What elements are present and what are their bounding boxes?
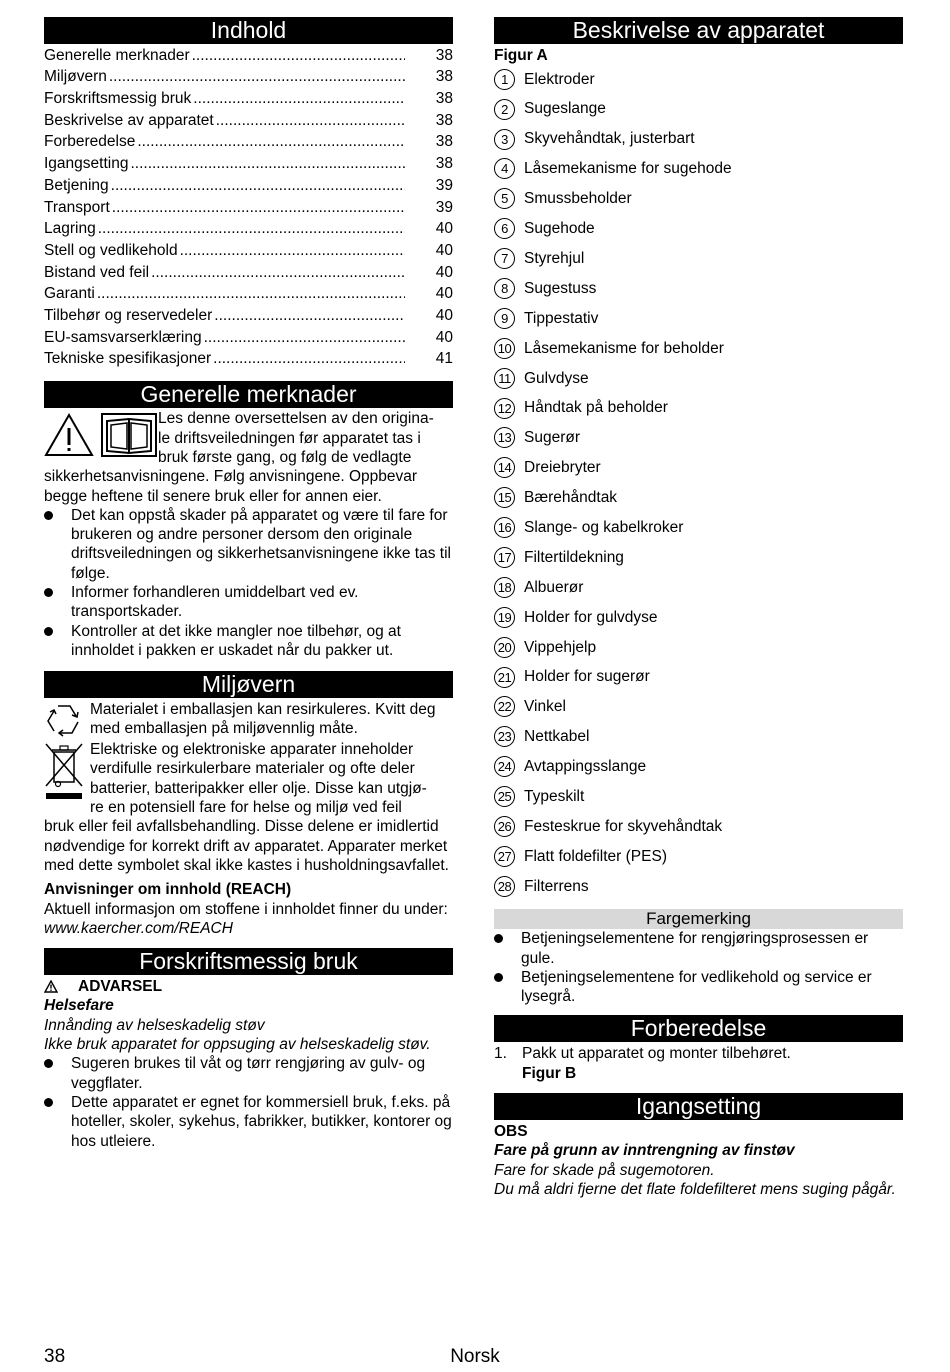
reach-text: Aktuell informasjon om stoffene i innholdet finner du under:: [44, 900, 448, 918]
component-item: [494, 154, 903, 184]
circled-number: 1: [494, 69, 515, 90]
component-label: Tippestativ: [524, 309, 599, 327]
toc-item-label: Forberedelse: [44, 133, 136, 151]
circled-number: 11: [494, 368, 515, 389]
circled-number: 2: [494, 99, 515, 120]
component-label: Vinkel: [524, 698, 566, 716]
component-item: [494, 841, 903, 871]
warning-label-row: [44, 977, 453, 996]
toc-item-page: 40: [435, 306, 453, 324]
toc-item-label: Generelle merknader: [44, 46, 190, 64]
circled-number: 8: [494, 278, 515, 299]
toc-list: [44, 43, 453, 368]
intended-use-section: [44, 977, 453, 1151]
description-heading: Beskrivelse av apparatet: [494, 17, 903, 44]
preparation-step: [494, 1044, 903, 1083]
toc-item[interactable]: [44, 325, 453, 347]
warning-label: ADVARSEL: [78, 978, 163, 996]
toc-item-page: 38: [435, 111, 453, 129]
component-list: [494, 64, 903, 901]
component-item: [494, 124, 903, 154]
general-bullet: Kontroller at det ikke mangler noe tilbehør, og at innholdet i pakken er uskadet når du pakker ut.: [44, 622, 453, 661]
warning-book-icons: [44, 409, 158, 467]
weee-line: re en potensiell fare for helse og miljø ved feil: [90, 799, 402, 817]
toc-leader: [111, 176, 405, 195]
startup-hazard-title: Fare på grunn av inntrengning av finstøv: [494, 1142, 795, 1160]
toc-leader: [193, 89, 405, 108]
circled-number: 23: [494, 726, 515, 747]
toc-item-label: Miljøvern: [44, 68, 107, 86]
toc-item[interactable]: [44, 217, 453, 239]
toc-item-page: 40: [435, 285, 453, 303]
circled-number: 5: [494, 188, 515, 209]
step-body: [522, 1044, 791, 1083]
component-item: [494, 274, 903, 304]
toc-item[interactable]: [44, 195, 453, 217]
component-label: Flatt foldefilter (PES): [524, 847, 667, 865]
toc-leader: [204, 328, 405, 347]
toc-item-page: 40: [435, 263, 453, 281]
toc-item-label: EU-samsvarserklæring: [44, 328, 202, 346]
toc-leader: [151, 263, 405, 282]
toc-leader: [112, 198, 405, 217]
toc-item-label: Igangsetting: [44, 155, 129, 173]
toc-item[interactable]: [44, 130, 453, 152]
circled-number: 6: [494, 218, 515, 239]
component-item: [494, 871, 903, 901]
component-label: Filterrens: [524, 877, 589, 895]
general-intro-line: bruk første gang, og følg de vedlagte: [158, 448, 412, 466]
toc-leader: [137, 132, 405, 151]
toc-item-label: Forskriftsmessig bruk: [44, 90, 192, 108]
weee-rest: bruk eller feil avfallsbehandling. Disse delene er imidlertid nødvendige for korrekt drift av apparatet. Apparater merket med dette symbolet skal ikke kastes i husholdningsavfallet.: [44, 818, 449, 874]
component-item: [494, 543, 903, 573]
reach-paragraph: [44, 900, 453, 939]
toc-item[interactable]: [44, 86, 453, 108]
component-label: Filtertildekning: [524, 548, 624, 566]
circled-number: 21: [494, 667, 515, 688]
component-item: [494, 722, 903, 752]
figure-b-label: Figur B: [522, 1064, 577, 1082]
toc-item-page: 41: [435, 350, 453, 368]
general-bullet: Det kan oppstå skader på apparatet og være til fare for brukeren og andre personer dersom den originale driftsveiledningen og sikkerhetsanvisningene ikke tas til følge.: [44, 506, 453, 583]
component-label: Sugehode: [524, 220, 595, 238]
toc-item-page: 40: [435, 220, 453, 238]
toc-leader: [180, 241, 405, 260]
intended-use-bullet: Dette apparatet er egnet for kommersiell bruk, f.eks. på hoteller, skoler, sykehus, fabrikker, butikker, kontorer og hos utleiere.: [44, 1093, 453, 1151]
toc-leader: [98, 219, 405, 238]
circled-number: 9: [494, 308, 515, 329]
startup-heading: Igangsetting: [494, 1093, 903, 1120]
toc-leader: [109, 67, 405, 86]
toc-item-page: 39: [435, 198, 453, 216]
circled-number: 25: [494, 786, 515, 807]
component-item: [494, 752, 903, 782]
toc-item-label: Bistand ved feil: [44, 263, 150, 281]
hazard-line: Innånding av helseskadelig støv: [44, 1016, 265, 1034]
toc-leader: [97, 284, 405, 303]
footer-language: Norsk: [450, 1346, 500, 1367]
page-number: 38: [44, 1346, 66, 1367]
circled-number: 20: [494, 637, 515, 658]
color-coding-heading: Fargemerking: [494, 909, 903, 929]
component-label: Vippehjelp: [524, 638, 597, 656]
component-label: Festeskrue for skyvehåndtak: [524, 817, 723, 835]
circled-number: 27: [494, 846, 515, 867]
general-bullet: Informer forhandleren umiddelbart ved ev. transportskader.: [44, 583, 453, 622]
weee-line: Elektriske og elektroniske apparater inneholder: [90, 741, 414, 759]
startup-line: Fare for skade på sugemotoren.: [494, 1161, 715, 1179]
hazard-line: Ikke bruk apparatet for oppsuging av helseskadelig støv.: [44, 1036, 431, 1054]
color-bullet: Betjeningselementene for rengjøringsprosessen er gule.: [494, 929, 903, 968]
component-item: [494, 184, 903, 214]
left-column: [44, 17, 453, 1151]
toc-item[interactable]: [44, 303, 453, 325]
component-item: [494, 692, 903, 722]
circled-number: 7: [494, 248, 515, 269]
toc-item-page: 38: [435, 68, 453, 86]
component-label: Holder for sugerør: [524, 668, 650, 686]
component-label: Sugeslange: [524, 100, 606, 118]
component-item: [494, 483, 903, 513]
toc-leader: [216, 111, 405, 130]
component-item: [494, 363, 903, 393]
component-label: Gulvdyse: [524, 369, 589, 387]
component-label: Låsemekanisme for beholder: [524, 339, 724, 357]
circled-number: 15: [494, 487, 515, 508]
component-item: [494, 572, 903, 602]
general-section: [44, 409, 453, 660]
component-label: Smussbeholder: [524, 190, 632, 208]
circled-number: 22: [494, 696, 515, 717]
component-item: [494, 214, 903, 244]
startup-section: [494, 1122, 903, 1199]
warning-triangle-icon: [44, 413, 94, 457]
component-label: Håndtak på beholder: [524, 399, 668, 417]
general-intro-rest: sikkerhetsanvisningene. Følg anvisningene. Oppbevar begge heftene til senere bruk eller for annen eier.: [44, 468, 418, 505]
toc-item-page: 40: [435, 328, 453, 346]
circled-number: 12: [494, 398, 515, 419]
component-item: [494, 782, 903, 812]
component-item: [494, 64, 903, 94]
color-bullet: Betjeningselementene for vedlikehold og service er lysegrå.: [494, 968, 903, 1007]
component-label: Slange- og kabelkroker: [524, 518, 684, 536]
component-label: Låsemekanisme for sugehode: [524, 160, 732, 178]
crossed-bin-icon: [44, 740, 84, 802]
weee-lines: [90, 740, 427, 817]
component-item: [494, 513, 903, 543]
figure-a-label: Figur A: [494, 47, 548, 64]
component-label: Elektroder: [524, 70, 595, 88]
toc-item[interactable]: [44, 282, 453, 304]
weee-line: verdifulle resirkulerbare materialer og ofte deler: [90, 760, 415, 778]
circled-number: 3: [494, 129, 515, 150]
component-item: [494, 393, 903, 423]
toc-leader: [130, 154, 405, 173]
general-intro-lines: [158, 409, 434, 467]
circled-number: 26: [494, 816, 515, 837]
recycle-icon: [44, 700, 84, 740]
hazard-title: Helsefare: [44, 997, 114, 1015]
weee-block: [44, 740, 453, 817]
toc-item[interactable]: [44, 347, 453, 369]
general-intro-line: le driftsveiledningen før apparatet tas i: [158, 429, 421, 447]
circled-number: 19: [494, 607, 515, 628]
step-text: Pakk ut apparatet og monter tilbehøret.: [522, 1045, 791, 1063]
toc-leader: [213, 349, 405, 368]
environment-heading: Miljøvern: [44, 671, 453, 698]
component-label: Holder for gulvdyse: [524, 608, 658, 626]
toc-item[interactable]: [44, 238, 453, 260]
toc-leader: [192, 46, 405, 65]
circled-number: 18: [494, 577, 515, 598]
recycle-block: [44, 700, 453, 740]
component-label: Sugerør: [524, 429, 580, 447]
preparation-heading: Forberedelse: [494, 1015, 903, 1042]
notice-label: OBS: [494, 1123, 528, 1141]
component-label: Avtappingsslange: [524, 758, 647, 776]
component-item: [494, 602, 903, 632]
small-warning-icon: [44, 980, 58, 993]
step-number: 1.: [494, 1045, 507, 1063]
circled-number: 17: [494, 547, 515, 568]
right-column: [494, 17, 903, 1199]
circled-number: 13: [494, 427, 515, 448]
toc-item-label: Tilbehør og reservedeler: [44, 306, 213, 324]
manual-book-icon: [101, 413, 157, 457]
toc-item-label: Tekniske spesifikasjoner: [44, 350, 212, 368]
toc-leader: [214, 306, 405, 325]
component-label: Nettkabel: [524, 728, 590, 746]
circled-number: 10: [494, 338, 515, 359]
circled-number: 24: [494, 756, 515, 777]
circled-number: 4: [494, 158, 515, 179]
circled-number: 14: [494, 457, 515, 478]
toc-item-page: 38: [435, 90, 453, 108]
component-label: Albuerør: [524, 578, 584, 596]
toc-item[interactable]: [44, 151, 453, 173]
toc-item-page: 38: [435, 133, 453, 151]
component-label: Typeskilt: [524, 787, 585, 805]
general-intro-line: Les denne oversettelsen av den origina-: [158, 410, 434, 428]
toc-item-label: Garanti: [44, 285, 95, 303]
toc-item[interactable]: [44, 260, 453, 282]
component-item: [494, 423, 903, 453]
component-item: [494, 662, 903, 692]
general-heading: Generelle merknader: [44, 381, 453, 408]
reach-heading: Anvisninger om innhold (REACH): [44, 881, 292, 899]
intended-use-bullet: Sugeren brukes til våt og tørr rengjøring av gulv- og veggflater.: [44, 1054, 453, 1093]
component-label: Skyvehåndtak, justerbart: [524, 130, 695, 148]
component-item: [494, 244, 903, 274]
startup-line: Du må aldri fjerne det flate foldefilteret mens suging pågår.: [494, 1180, 896, 1198]
toc-item[interactable]: [44, 173, 453, 195]
toc-item-page: 40: [435, 241, 453, 259]
toc-item[interactable]: [44, 65, 453, 87]
component-label: Sugestuss: [524, 279, 597, 297]
toc-item-label: Transport: [44, 198, 110, 216]
toc-item-label: Beskrivelse av apparatet: [44, 111, 214, 129]
component-item: [494, 453, 903, 483]
component-item: [494, 333, 903, 363]
toc-item-page: 39: [435, 176, 453, 194]
component-label: Dreiebryter: [524, 459, 601, 477]
general-intro: [44, 409, 453, 467]
toc-item[interactable]: [44, 43, 453, 65]
intended-use-heading: Forskriftsmessig bruk: [44, 948, 453, 975]
reach-link[interactable]: www.kaercher.com/REACH: [44, 919, 233, 937]
circled-number: 28: [494, 876, 515, 897]
component-label: Styrehjul: [524, 249, 585, 267]
weee-line: batterier, batteripakker eller olje. Disse kan utgjø-: [90, 779, 427, 797]
recycle-text: Materialet i emballasjen kan resirkuleres. Kvitt deg med emballasjen på miljøvennlig måte.: [90, 701, 436, 738]
component-item: [494, 812, 903, 842]
environment-section: [44, 700, 453, 938]
component-label: Bærehåndtak: [524, 489, 618, 507]
toc-item-page: 38: [435, 46, 453, 64]
toc-item-label: Stell og vedlikehold: [44, 241, 178, 259]
toc-item-label: Lagring: [44, 220, 96, 238]
toc-heading: Indhold: [44, 17, 453, 44]
component-item: [494, 303, 903, 333]
toc-item-label: Betjening: [44, 176, 109, 194]
circled-number: 16: [494, 517, 515, 538]
component-item: [494, 632, 903, 662]
toc-item-page: 38: [435, 155, 453, 173]
toc-item[interactable]: [44, 108, 453, 130]
component-item: [494, 94, 903, 124]
